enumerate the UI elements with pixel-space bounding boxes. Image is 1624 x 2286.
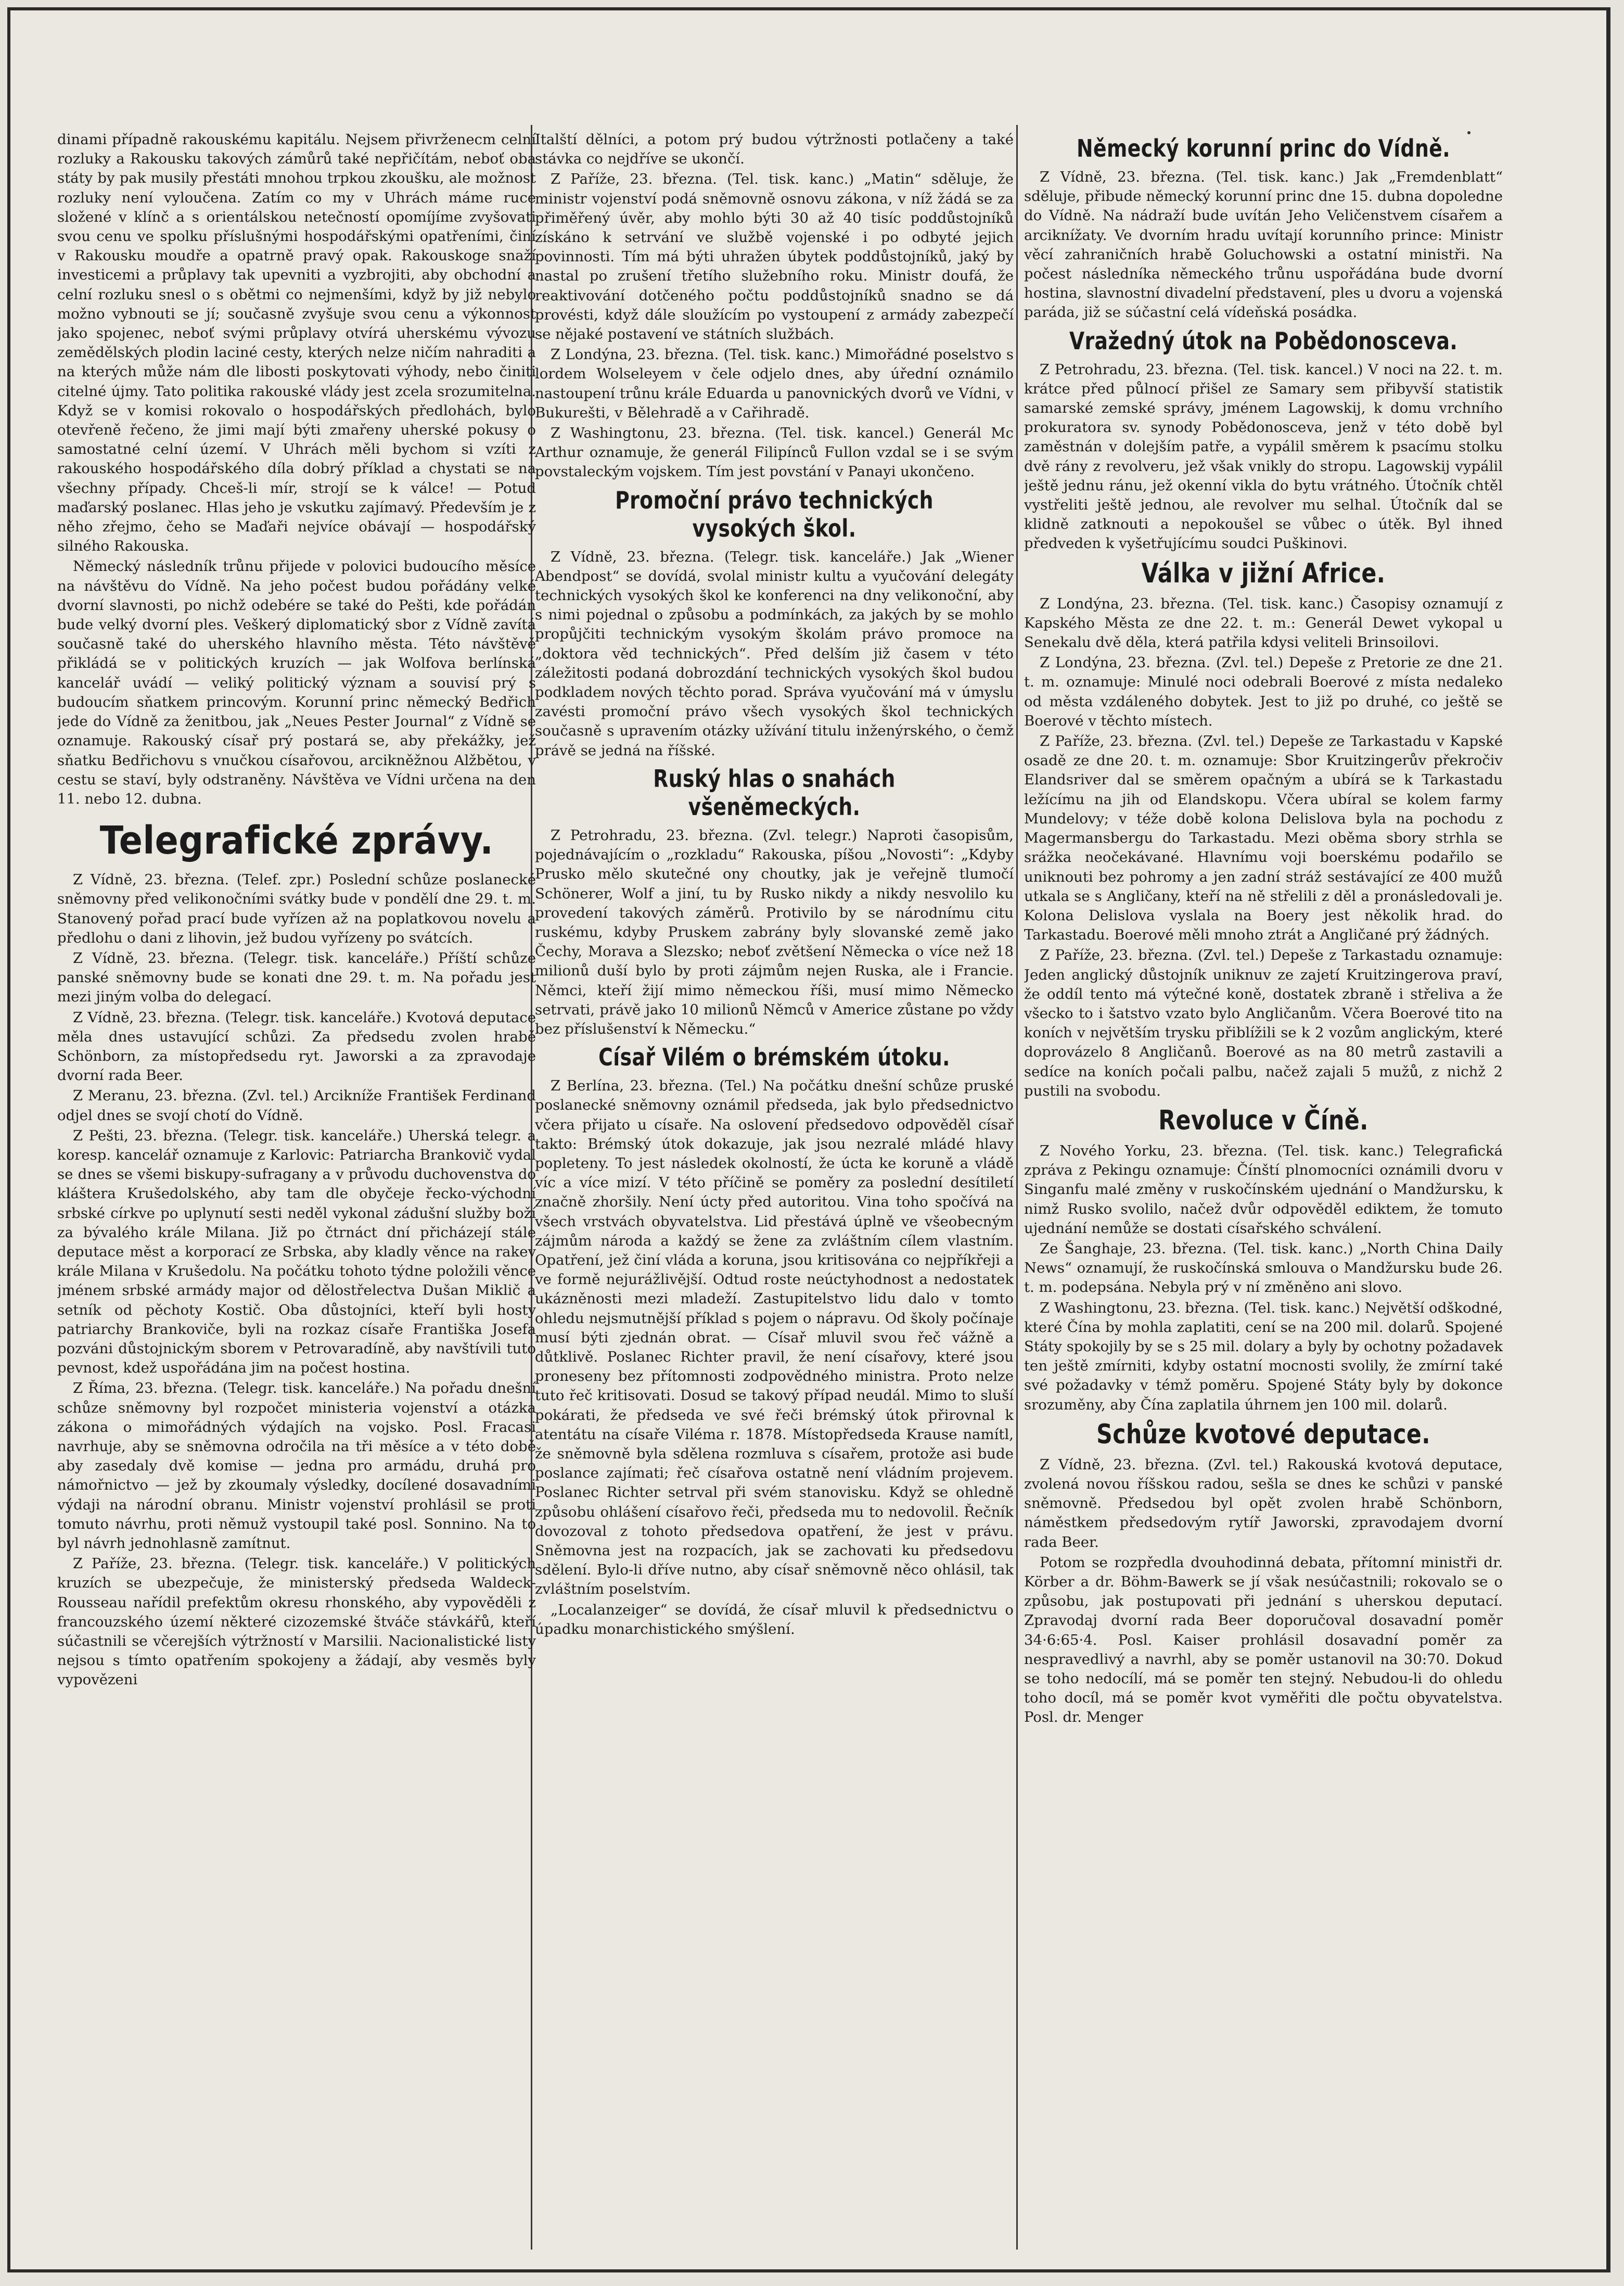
news-item: „Localanzeiger“ se dovídá, že císař mluvil k předsednictvu o úpadku monarchistického smýšlení. xyxy=(535,1601,1014,1637)
news-item: Z Paříže, 23. března. (Zvl. tel.) Depeše ze Tarkastadu v Kapské osadě ze dne 20. t. m. oznamuje: Sbor Kruitzingerův překročiv Elandsriver dal se směrem opačným a ubírá se k Tarkastadu ležícímu na jih od Elandskopu. Včera ubíral se kolem farmy Mundelovy; v téže době kolona Delislova byla na pochodu z Magermansbergu do Tarkastadu. Mezi oběma sbory strhla se srážka neočekávané. Hlavnímu voji boerskému podařilo se uniknouti bez pohromy a jen zadní stráž sestávající ze 400 mužů utkala se s Angličany, kteří na ně střelili z děl a pronásledovali je. Kolona Delislova vyslala na Boery jest několik hrad. do Tarkastadu. Boerové měli mnoho ztrát a Angličané prý žádných. xyxy=(1024,733,1503,944)
news-item: Z Washingtonu, 23. března. (Tel. tisk. kanc.) Největší odškodné, které Čína by mohla zaplatiti, cení se na 200 mil. dolarů. Spojené Státy spokojily by se s 25 mil. dolary a byly by ochotny požadavek ten ještě zmírniti, kdyby ostatní mocnosti svolily, že zmírní také své požadavky v témž poměru. Spojené Státy byly by dokonce srozuměny, aby Čína zaplatila úhrnem jen 100 mil. dolarů. xyxy=(1024,1299,1503,1413)
news-item: Z Vídně, 23. března. (Zvl. tel.) Rakouská kvotová deputace, zvolená novou říšskou radou, sešla se dnes ke schůzi v panské sněmovně. Předsedou byl opět zvolen hrabě Schönborn, náměstkem předsedovým rytíř Jaworski, zpravodajem dvorní rada Beer. xyxy=(1024,1456,1503,1551)
news-item: Z Vídně, 23. března. (Telegr. tisk. kanceláře.) Kvotová deputace měla dnes ustavující schůzi. Za předsedu zvolen hrabě Schönborn, za místopředsedu ryt. Jaworski a za zpravodaje dvorní rada Beer. xyxy=(57,1009,536,1084)
article-heading: Císař Vilém o brémském útoku. xyxy=(598,1043,950,1072)
column-left xyxy=(57,130,536,2255)
news-item: Z Londýna, 23. března. (Tel. tisk. kanc.) Mimořádné poselstvo s lordem Wolseleyem v čele odjelo dnes, aby úřední oznámilo nastoupení trůnu krále Eduarda u panovnických dvorů ve Vídni, v Bukurešti, v Bělehradě a v Cařihradě. xyxy=(535,346,1014,421)
article-heading: Revoluce v Číně. xyxy=(1158,1104,1369,1136)
news-item: Z Říma, 23. března. (Telegr. tisk. kanceláře.) Na pořadu dnešní schůze sněmovny byl rozpočet ministeria vojenství a otázka zákona o mimořádných výdajích na vojsko. Posl. Fracasi navrhuje, aby se sněmovna odročila na tři měsíce a v této době aby zasedaly dvě komise — jedna pro armádu, druhá pro námořnictvo — jež by zkoumaly výsledky, docílené dosavadními výdaji na národní obranu. Ministr vojenství prohlásil se proti tomuto návrhu, proti němuž vystoupil také posl. Sonnino. Na to byl návrh jednohlasně zamítnut. xyxy=(57,1380,536,1552)
news-item: Z Paříže, 23. března. (Tel. tisk. kanc.) „Matin“ sděluje, že ministr vojenství podá sněmovně osnovu zákona, v níž žádá se za přiměřený úvěr, aby mohlo býti 30 až 40 tisíc poddůstojníků získáno k setrvání ve službě vojenské i po odbyté jejich povinnosti. Tím má býti uhražen úbytek poddůstojníků, jaký by nastal po zrušení třetího služebního roku. Ministr doufá, že reaktivování dotčeného počtu poddůstojníků snadno se dá provésti, když dále sloužícím po vystoupení z armády zabezpečí se nějaké postavení ve státních službách. xyxy=(535,171,1014,343)
news-item: Z Vídně, 23. března. (Tel. tisk. kanc.) Jak „Fremdenblatt“ sděluje, přibude německý korunní princ dne 15. dubna dopoledne do Vídně. Na nádraží bude uvítán Jeho Veličenstvem císařem a arciknížaty. Ve dvorním hradu uvítají korunního prince: Ministr věcí zahraničních hrabě Goluchowski a ostatní ministři. Na počest následníka německého trůnu uspořádána bude dvorní hostina, slavnostní divadelní představení, ples u dvoru a vojenská paráda, již se súčastní celá vídeňská posádka. xyxy=(1024,169,1503,321)
article-paragraph: Italští dělníci, a potom prý budou výtržnosti potlačeny a také stávka co nejdříve se ukončí. xyxy=(535,131,1014,168)
news-item: Z Petrohradu, 23. března. (Zvl. telegr.) Naproti časopisům, pojednávajícím o „rozkladu“ Rakouska, píšou „Novosti“: „Kdyby Prusko mělo skutečné ony choutky, jak je veřejně tlumočí Schönerer, Wolf a jiní, tu by Rusko nikdy a nikdy nesvolilo ku provedení takových záměrů. Protivilo by se národnímu citu ruskému, kdyby Pruskem zabrány byly slovanské země jako Čechy, Morava a Slezsko; neboť zvětšení Německa o více než 18 milionů duší bylo by proti zájmům nejen Ruska, ale i Francie. Němci, kteří žijí mimo německou říši, musí mimo Německo setrvati, právě jako 10 milionů Němců v Americe zůstane po vždy bez příslušenství k Německu.“ xyxy=(535,827,1014,1037)
news-item: Z Meranu, 23. března. (Zvl. tel.) Arcikníže František Ferdinand odjel dnes se svojí chotí do Vídně. xyxy=(57,1087,536,1124)
news-item: Z Londýna, 23. března. (Tel. tisk. kanc.) Časopisy oznamují z Kapského Města ze dne 22. t. m.: Generál Dewet vykopal u Senekalu dvě děla, která patřila kdysi veliteli Brinsoilovi. xyxy=(1024,595,1503,651)
news-item: Ze Šanghaje, 23. března. (Tel. tisk. kanc.) „North China Daily News“ oznamují, že ruskočínská smlouva o Mandžursku bude 26. t. m. podepsána. Nebyla prý v ní změněno ani slovo. xyxy=(1024,1240,1503,1296)
news-item: Z Vídně, 23. března. (Telegr. tisk. kanceláře.) Jak „Wiener Abendpost“ se dovídá, svolal ministr kultu a vyučování delegáty technických vysokých škol ke konferenci na dny velikonoční, aby s nimi pojednal o způsobu a podmínkách, za jakých by se mohlo propůjčiti technickým vysokým školám právo promoce na „doktora věd technických“. Před delším již časem v této záležitosti podaná dobrozdání technických vysokých škol budou podkladem nových těchto porad. Správa vyučování má v úmyslu zavésti promoční právo všech vysokých škol technických současně s upravením otázky užívání titulu inženýrského, o čemž právě se jedná na říšské. xyxy=(535,548,1014,759)
news-item: Potom se rozpředla dvouhodinná debata, přítomní ministři dr. Körber a dr. Böhm-Bawerk se jí však nesúčastnili; rokovalo se o způsobu, jak postupovati při jednání s uherskou deputací. Zpravodaj dvorní rada Beer doporučoval dosavadní poměr 34·6:65·4. Posl. Kaiser prohlásil dosavadní poměr za nespravedlivý a navrhl, aby se poměr ustanovil na 30:70. Dokud se toho nedocílí, má se poměr ten stejný. Nebudou-li do ohledu toho docíl, má se poměr kvot vyměřiti dle počtu obyvatelstva. Posl. dr. Menger xyxy=(1024,1554,1503,1726)
article-heading: Schůze kvotové deputace. xyxy=(1096,1418,1430,1450)
article-paragraph: dinami případně rakouskému kapitálu. Nejsem přivrženecm celní rozluky a Rakousku takových zámůrů také nepřičítám, neboť oba státy by pak musily přestáti mnohou trpkou zkoušku, ale možnost rozluky není vyloučena. Zatím co my v Uhrách máme ruce složené v klínč a s orientálskou netečností opomíjíme zvyšovati svou cenu ve spolku příslušnými hospodářskými opatřeními, činí v Rakousku moudře a opatrně pravý opak. Rakouskoge snaží investicemi a průplavy tak upevniti a vyzbrojiti, aby obchodní a celní rozluku snesl o s obětmi co nejmenšími, když by již nebylo možno vybnouti se jí; současně zvyšuje svou cenu a výkonnost jako spojenec, neboť svými průplavy otvírá uherskému vývozu zemědělských plodin laciné cesty, kterých nelze ničím nahraditi a na kterých může nám dle libosti poskytovati výhody, nebo činiti citelné újmy. Tato politika rakouské vlády jest zcela srozumitelna. Když se v komisi rokovalo o hospodářských předlohách, bylo otevřeně řečeno, že jimi mají býti zmařeny uherské pokusy o samostatné celní území. V Uhrách měli bychom si vzíti z rakouského hospodářského díla dobrý příklad a chystati se na všechny případy. Chceš-li mír, strojí se k válce! — Potud maďarský poslanec. Hlas jeho je vskutku zajímavý. Především je z něho zřejmo, čeho se Maďaři nejvíce obávají — hospodářský silného Rakouska. xyxy=(57,131,536,555)
news-item: Z Paříže, 23. března. (Telegr. tisk. kanceláře.) V politických kruzích se ubezpečuje, že ministerský předseda Waldeck-Rousseau nařídil prefektům okresu rhonského, aby vypověděli z francouzského území některé cizozemské štváče stávkářů, kteří súčastnili se včerejších výtržností v Marsilii. Nacionalistické listy nejsou s tímto opatřením spokojeny a žádají, aby vesměs byly vypovězeni xyxy=(57,1555,536,1688)
news-item: Z Washingtonu, 23. března. (Tel. tisk. kancel.) Generál Mc Arthur oznamuje, že generál Filipínců Fullon vzdal se i se svým povstaleckým vojskem. Tím jest povstání v Panayi ukončeno. xyxy=(535,425,1014,480)
article-heading: Promoční právo technických vysokých škol. xyxy=(615,486,934,542)
news-item: Z Petrohradu, 23. března. (Tel. tisk. kancel.) V noci na 22. t. m. krátce před půlnocí přišel ze Samary sem přibyvší statistik samarské zemské správy, jménem Lagowskij, k domu vrchního prokuratora sv. synody Pobědonosceva, jenž v této době byl zaměstnán v dolejším patře, a vypálil směrem k psacímu stolku dvě rány z revolveru, jež však vnikly do stropu. Lagowskij vypálil ještě jednu ránu, jež okenní vikla do bytu vrátného. Útočník chtěl vystřeliti ještě jednou, ale revolver mu selhal. Útočník dal se klidně zatknouti a nepokoušel se vůbec o útěk. Byl ihned předveden k vyšetřujícímu soudci Puškinovi. xyxy=(1024,361,1503,552)
news-item: Z Vídně, 23. března. (Telegr. tisk. kanceláře.) Příští schůze panské sněmovny bude se konati dne 29. t. m. Na pořadu jest mezi jiným volba do delegací. xyxy=(57,949,536,1006)
article-heading: Ruský hlas o snahách všeněmeckých. xyxy=(653,764,896,821)
column-divider xyxy=(1016,125,1018,2250)
column-right xyxy=(1024,130,1503,2255)
article-heading: Válka v jižní Africe. xyxy=(1141,557,1386,589)
article-heading: Německý korunní princ do Vídně. xyxy=(1077,134,1450,162)
news-item: Z Paříže, 23. března. (Zvl. tel.) Depeše z Tarkastadu oznamuje: Jeden anglický důstojník uniknuv ze zajetí Kruitzingerova praví, že oddíl tento má výtečné koně, dostatek zbraně i střeliva a že všecko to i šatstvo vzato bylo Angličanům. Včera Boerové tito na koních v největším trysku přiblížili se k 2 vozům anglickým, které doprovázelo 8 Angličanů. Boerové as na 80 metrů zastavili a sedíce na koních počali palbu, načež zajali 5 mužů, z nichž 2 pustili na svobodu. xyxy=(1024,947,1503,1099)
article-paragraph: Německý následník trůnu přijede v polovici budoucího měsíce na návštěvu do Vídně. Na jeho počest budou pořádány velké dvorní slavnosti, po nichž odebére se také do Pešti, kde pořádán bude velký dvorní ples. Veškerý diplomatický sbor z Vídně zavítá současně také do uherského hlavního města. Této návštěvě přikládá se v politických kruzích — jak Wolfova berlínská kancelář uvádí — veliký politický význam a souvisí prý s budoucím sňatkem princovým. Korunní princ německý Bedřich jede do Vídně za ženitbou, jak „Neues Pester Journal“ z Vídně se oznamuje. Rakouský císař prý postará se, aby překážky, jež sňatku Bedřichovu s vnučkou císařovou, arcikněžnou Alžbětou, v cestu se staví, byly odstraněny. Návštěva ve Vídni určena na den 11. nebo 12. dubna. xyxy=(57,558,536,807)
news-item: Z Berlína, 23. března. (Tel.) Na počátku dnešní schůze pruské poslanecké sněmovny oznámil předseda, jak bylo předsednictvo včera přijato u císaře. Na oslovení předsedovo odpověděl císař takto: Brémský útok dokazuje, jak jsou nezralé mládé hlavy popleteny. To jest následek okolností, že úcta ke koruně a vládě víc a více mizí. V této příčině se poměry za poslední desítiletí značně zhoršily. Není úcty před autoritou. Vina toho spočívá na všech vrstvách obyvatelstva. Lid přestává úplně ve všeobecným zájmům národa a každý se žene za zvláštním cílem vlastním. Opatření, jež činí vláda a koruna, jsou kritisována co nejpříkřeji a ve formě nejurážlivější. Odtud roste neúctyhodnost a nedostatek ukázněnosti mezi mladeží. Zastupitelstvo lidu dalo v tomto ohledu nejsmutnější příklad s pojem o nápravu. Od školy počínaje musí býti zjednán obrat. — Císař mluvil svou řeč vážně a důtklivě. Poslanec Richter pravil, že není císařovy, které jsou proneseny bez přítomnosti zodpovědného ministra. Proto nelze tuto řeč kritisovati. Dosud se takový případ neudál. Mimo to sluší pokárati, že předseda ve své řeči brémský útok přirovnal k atentátu na císaře Viléma r. 1878. Místopředseda Krause namítl, že sněmovně byla sdělena rozmluva s císařem, protože asi bude poslance zajímati; řeč císařova ostatně není vládním projevem. Poslanec Richter setrval při svém stanovisku. Když se ohledně způsobu ohlášení císařovo řeči, předseda mu to nedovolil. Řečník dovozoval z tohoto předsedova opatření, že jest v právu. Sněmovna jest na rozpacích, jak se zachovati ku předsedovu sdělení. Bylo-li dříve nutno, aby císař sněmovně něco ohlásil, tak zvláštním poselstvím. xyxy=(535,1077,1014,1598)
news-item: Z Vídně, 23. března. (Telef. zpr.) Poslední schůze poslanecké sněmovny před velikonočními svátky bude v pondělí dne 29. t. m. Stanovený pořad prací bude vyřízen až na poplatkovou novelu a předlohu o dani z lihovin, jež budou vyřízeny po svátcích. xyxy=(57,871,536,946)
news-item: Z Pešti, 23. března. (Telegr. tisk. kanceláře.) Uherská telegr. a koresp. kancelář oznamuje z Karlovic: Patriarcha Brankovič vydal se dnes se všemi biskupy-sufragany a v průvodu duchovenstva do kláštera Krušedolského, aby tam dle obyčeje řecko-východní srbské církve po uplynutí sesti neděl vykonal zádušní služby boží za bývalého krále Milana. Již po čtrnáct dní přicházejí stále deputace měst a korporací ze Srbska, aby kladly věnce na rakev krále Milana v Krušedolu. Na počátku tohoto týdne položili věnce jménem srbské armády major od dělostřelectva Dušan Miklič a setník od pěchoty Kostič. Oba důstojníci, kteří byli hosty patriarchy Brankoviče, byli na rozkaz císaře Františka Josefa pozváni důstojnickým sborem v Petrovaradíně, aby navštívili tuto pevnost, kdež uspořádána jim na počest hostina. xyxy=(57,1127,536,1377)
news-item: Z Londýna, 23. března. (Zvl. tel.) Depeše z Pretorie ze dne 21. t. m. oznamuje: Minulé noci odebrali Boerové z místa nedaleko od města vzdáleného dobytek. Jest to již po druhé, co ještě se Boerové v těchto místech. xyxy=(1024,654,1503,729)
section-heading: Telegrafické zprávy. xyxy=(99,818,494,863)
news-item: Z Nového Yorku, 23. března. (Tel. tisk. kanc.) Telegrafická zpráva z Pekingu oznamuje: Čínští plnomocníci oznámili dvoru v Singanfu malé změny v ruskočínském ujednání o Mandžursku, k nimž Rusko svolilo, načež dvůr odpověděl ediktem, že tomuto ujednání nemůže se dostati císařského schválení. xyxy=(1024,1142,1503,1237)
article-heading: Vražedný útok na Pobědonosceva. xyxy=(1069,326,1458,355)
column-middle xyxy=(535,130,1014,2255)
